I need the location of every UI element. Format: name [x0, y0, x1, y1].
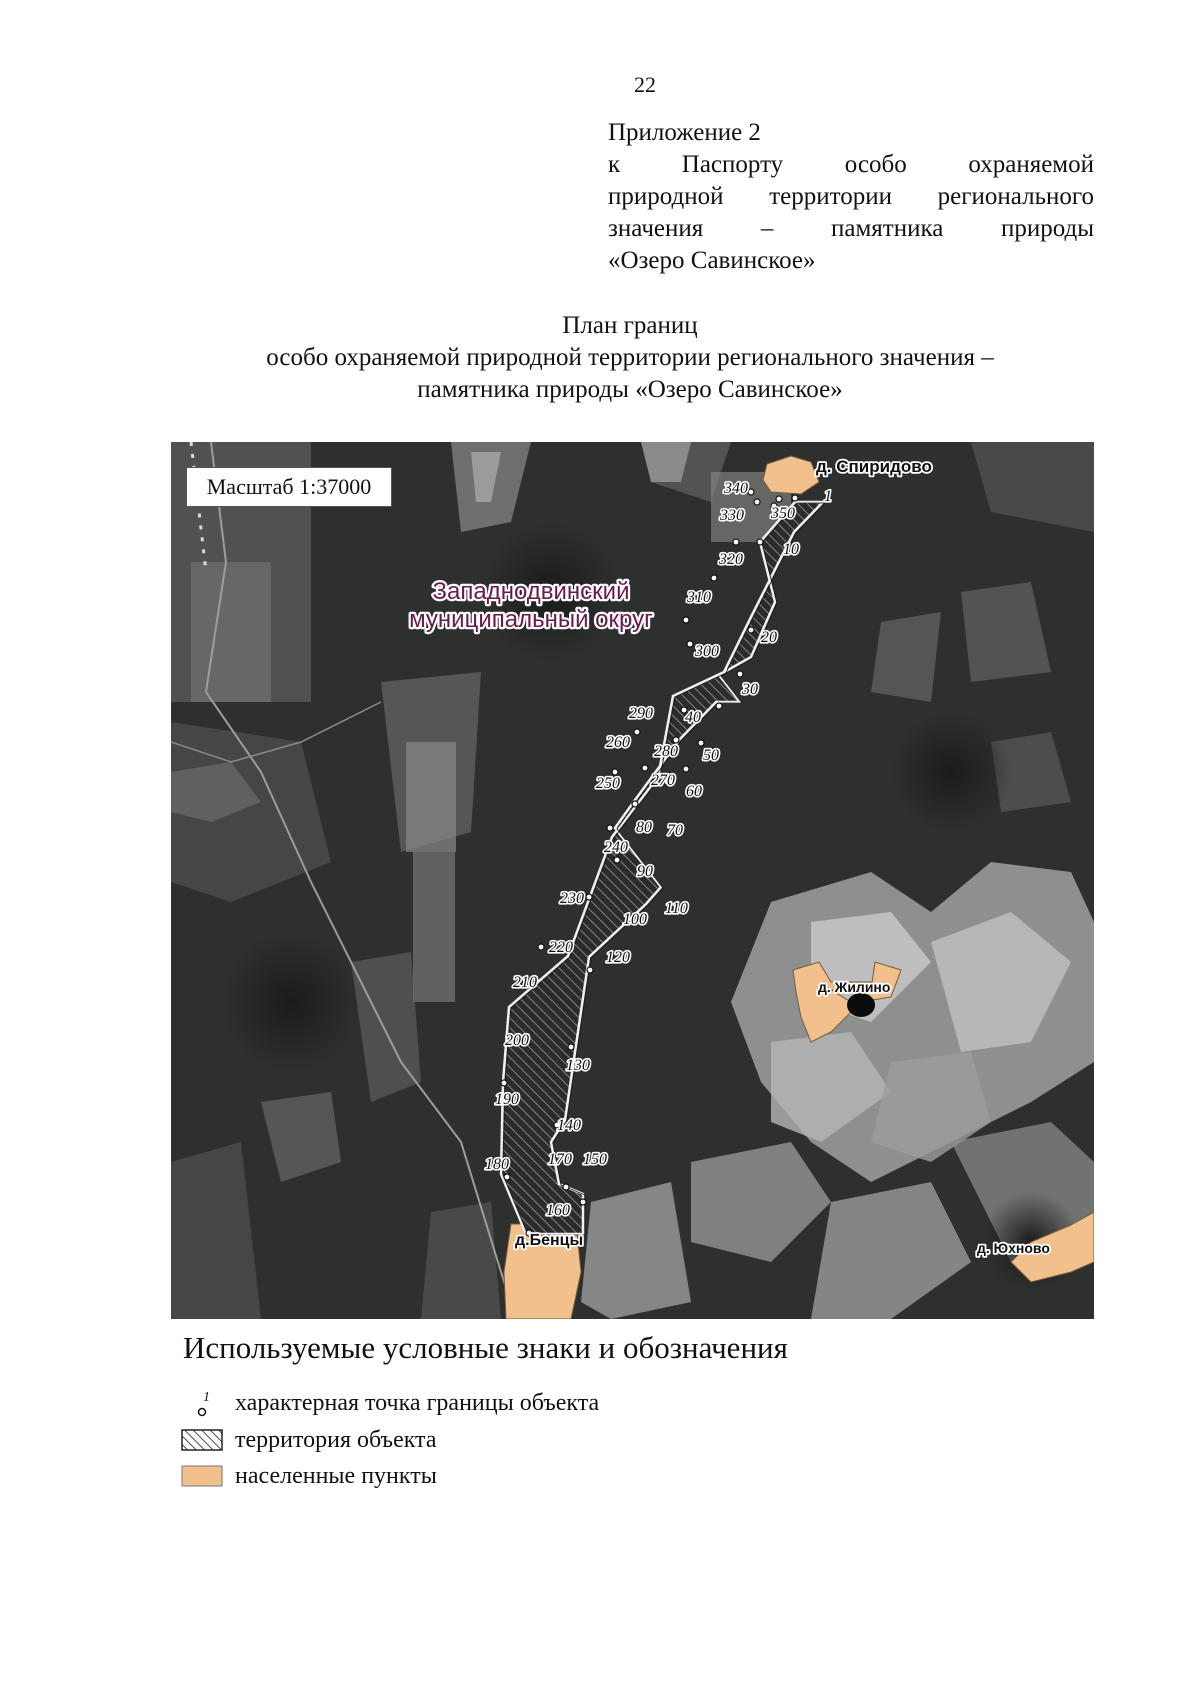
point-label: 240	[604, 839, 628, 856]
point-label: 290	[629, 705, 653, 722]
point-label: 100	[623, 911, 647, 928]
point-label: 260	[606, 734, 630, 751]
point-label: 280	[654, 743, 678, 760]
legend-title: Используемые условные знаки и обозначения	[183, 1330, 788, 1365]
point-label: 60	[686, 783, 702, 800]
point-label: 250	[596, 775, 620, 792]
point-label: 90	[637, 863, 653, 880]
point-label: 310	[687, 589, 711, 606]
settlement-label-zhilino: д. Жилино	[818, 979, 891, 995]
point-label: 40	[685, 709, 701, 726]
appendix-header	[608, 117, 1094, 277]
point-label: 230	[560, 890, 584, 907]
point-label: 220	[549, 939, 573, 956]
point-label: 200	[505, 1032, 529, 1049]
point-label: 180	[485, 1156, 509, 1173]
point-label: 210	[513, 974, 537, 991]
hatched-territory-icon	[181, 1427, 223, 1453]
appendix-line-5: «Озеро Савинское»	[608, 247, 816, 274]
settlement-label-bentsy: д.Бенцы	[515, 1232, 584, 1249]
legend-point-label: характерная точка границы объекта	[235, 1389, 600, 1416]
point-label: 350	[771, 505, 795, 522]
point-label: 190	[495, 1091, 519, 1108]
legend-settlements-label: населенные пункты	[235, 1462, 437, 1489]
point-label: 30	[742, 681, 758, 698]
appendix-line-3: природной территории регионального	[608, 183, 1094, 210]
point-label: 20	[761, 629, 777, 646]
settlement-fill-icon	[181, 1463, 223, 1489]
point-label: 110	[665, 900, 688, 917]
appendix-line-1: Приложение 2	[608, 119, 761, 146]
point-label: 330	[720, 507, 744, 524]
point-label: 340	[724, 480, 748, 497]
point-label: 70	[667, 822, 683, 839]
page-number: 22	[634, 72, 656, 97]
point-label: 80	[636, 819, 652, 836]
plan-title	[180, 310, 1080, 406]
point-label: 140	[557, 1117, 581, 1134]
settlement-label-yukhnovo: д. Юхново	[977, 1240, 1050, 1256]
appendix-line-2: к Паспорту особо охраняемой	[608, 151, 1094, 178]
point-label: 120	[606, 949, 630, 966]
point-label: 50	[703, 747, 719, 764]
legend-territory-label: территория объекта	[235, 1426, 437, 1453]
plan-title-line-1: План границ	[562, 312, 698, 339]
point-label: 130	[566, 1057, 590, 1074]
legend-item-point	[181, 1388, 599, 1418]
legend-item-settlements	[181, 1461, 437, 1491]
plan-title-line-2: особо охраняемой природной территории регионального значения –	[266, 344, 994, 371]
district-label-line-2: муниципальный округ	[409, 606, 653, 633]
settlement-label-spiridovo: д. Спиридово	[816, 457, 932, 476]
point-label: 170	[548, 1151, 572, 1168]
district-label-line-1: Западнодвинский	[432, 578, 630, 605]
point-label: 1	[824, 488, 832, 505]
point-label: 270	[651, 772, 675, 789]
plan-title-line-3: памятника природы «Озеро Савинское»	[417, 376, 843, 403]
boundary-map	[171, 442, 1094, 1319]
legend-item-territory	[181, 1425, 437, 1455]
scale-label: Масштаб 1:37000	[186, 467, 392, 507]
point-label: 320	[719, 551, 743, 568]
appendix-line-4: значения – памятника природы	[608, 215, 1094, 242]
satellite-map-svg	[171, 442, 1094, 1319]
boundary-point-icon	[181, 1390, 223, 1416]
district-label	[409, 578, 653, 633]
legend-point-number: 1	[203, 1390, 210, 1405]
point-label: 160	[546, 1202, 570, 1219]
point-label: 300	[695, 643, 719, 660]
point-label: 10	[783, 541, 799, 558]
point-label: 150	[583, 1151, 607, 1168]
